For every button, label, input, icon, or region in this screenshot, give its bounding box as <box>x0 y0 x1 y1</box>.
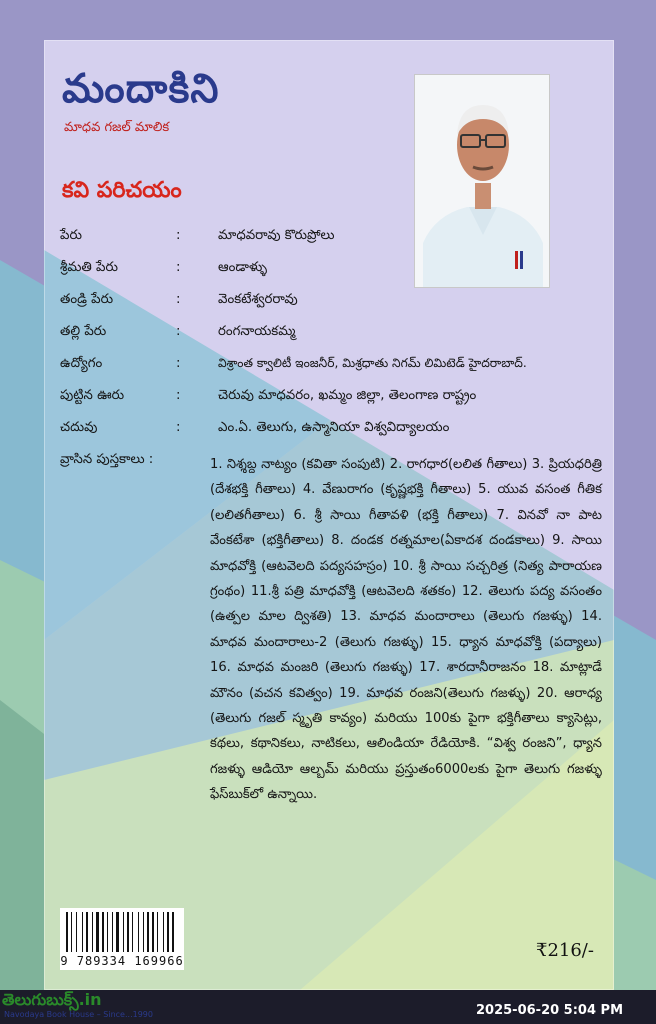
isbn-barcode <box>60 908 184 970</box>
detail-separator: : <box>176 324 181 339</box>
author-details <box>60 228 608 808</box>
detail-row-mother <box>60 324 608 356</box>
detail-row-father <box>60 292 608 324</box>
detail-value: మాధవరావు కొరుప్రోలు <box>218 228 335 243</box>
detail-separator: : <box>176 292 181 307</box>
detail-separator: : <box>176 388 181 403</box>
detail-label: తల్లి పేరు <box>60 324 107 339</box>
book-title-logo: మందాకిని <box>62 66 220 112</box>
books-list-text: 1. నిశ్శబ్ద నాట్యం (కవితా సంపుటి) 2. రాగధార(లలిత గీతాలు) 3. ప్రియధరిత్రి (దేశభక్తి గీతాలు) 4. వేణురాగం (కృష్ణభక్తి గీతాలు) 5. యువ వసంత గీతిక (లలితగీతాలు) 6. శ్రీ సాయి గీతావళి (భక్తి గీతాలు) 7. వినవో నా పాట వేంకటేశా (భక్తిగీతాలు) 8. దండక రత్నమాల(ఏకాదశ దండకాలు) 9. సాయి మాధవోక్తి (ఆటవెలది పద్యసహస్రం) 10. శ్రీ సాయి సచ్చరిత్ర (నిత్య పారాయణ గ్రంథం) 11.శ్రీ పత్రి మాధవోక్తి (ఆటవెలది శతకం) 12. తెలుగు పద్య వసంతం (ఉత్పల మాల ద్విశతి) 13. మాధవ మందారాలు (తెలుగు గజళ్ళు) 14. మాధవ మందారాలు-2 (తెలుగు గజళ్ళు) 15. ధ్యాన మాధవోక్తి (పద్యాలు) 16. మాధవ మంజరి (తెలుగు గజళ్ళు) 17. శారదానీరాజనం 18. మాట్లాడే మౌనం (వచన కవిత్వం) 19. మాధవ రంజని(తెలుగు గజళ్ళు) 20. ఆరాధ్య (తెలుగు గజల్ స్మృతి కావ్యం) మరియు 100కు పైగా భక్తిగీతాలు క్యాసెట్లు, కథలు, కథానికలు, నాటికలు, ఆలిండియా రేడియోకి. “విశ్వ రంజని”, ధ్యాన గజళ్ళు ఆడియో ఆల్బమ్ మరియు ప్రస్తుతం6000లకు పైగా తెలుగు గజళ్ళు ఫేస్‌బుక్‌లో ఉన్నాయి. <box>210 457 602 803</box>
detail-row-occupation <box>60 356 608 388</box>
detail-label: శ్రీమతి పేరు <box>60 260 118 275</box>
price-label: ₹216/- <box>536 940 594 961</box>
detail-row-books <box>60 452 608 808</box>
publisher-logo: తెలుగుబుక్స్.in <box>2 990 102 1009</box>
detail-row-education <box>60 420 608 452</box>
detail-value: విశ్రాంత క్వాలిటీ ఇంజనీర్, మిశ్రధాతు నిగమ్ లిమిటెడ్ హైదరాబాద్. <box>218 356 527 370</box>
detail-value: రంగనాయకమ్మ <box>218 324 296 339</box>
detail-row-birthplace <box>60 388 608 420</box>
publisher-tagline: Navodaya Book House – Since...1990 <box>4 1010 153 1019</box>
detail-separator: : <box>176 420 181 435</box>
detail-value: వెంకటేశ్వరరావు <box>218 292 298 307</box>
detail-separator: : <box>176 228 181 243</box>
detail-row-spouse <box>60 260 608 292</box>
detail-value: ఆండాళ్ళు <box>218 260 268 275</box>
isbn-number: 9 789334 169966 <box>60 954 184 968</box>
barcode-bars-icon <box>60 908 184 954</box>
detail-separator: : <box>176 260 181 275</box>
detail-separator: : <box>176 356 181 371</box>
detail-value: ఎం.ఏ. తెలుగు, ఉస్మానియా విశ్వవిద్యాలయం <box>218 420 450 435</box>
detail-label: ఉద్యోగం <box>60 356 103 371</box>
detail-label: తండ్రి పేరు <box>60 292 114 307</box>
detail-label: పేరు <box>60 228 82 243</box>
detail-label: పుట్టిన ఊరు <box>60 388 125 403</box>
detail-row-name <box>60 228 608 260</box>
photo-timestamp: 2025-06-20 5:04 PM <box>476 1003 624 1018</box>
detail-value: చెరువు మాధవరం, ఖమ్మం జిల్లా, తెలంగాణ రాష్ట్రం <box>218 388 477 403</box>
detail-label: చదువు <box>60 420 98 435</box>
section-title-author-intro: కవి పరిచయం <box>62 178 182 203</box>
book-subtitle: మాధవ గజల్ మాలిక <box>64 120 170 135</box>
books-label: వ్రాసిన పుస్తకాలు : <box>60 452 154 467</box>
